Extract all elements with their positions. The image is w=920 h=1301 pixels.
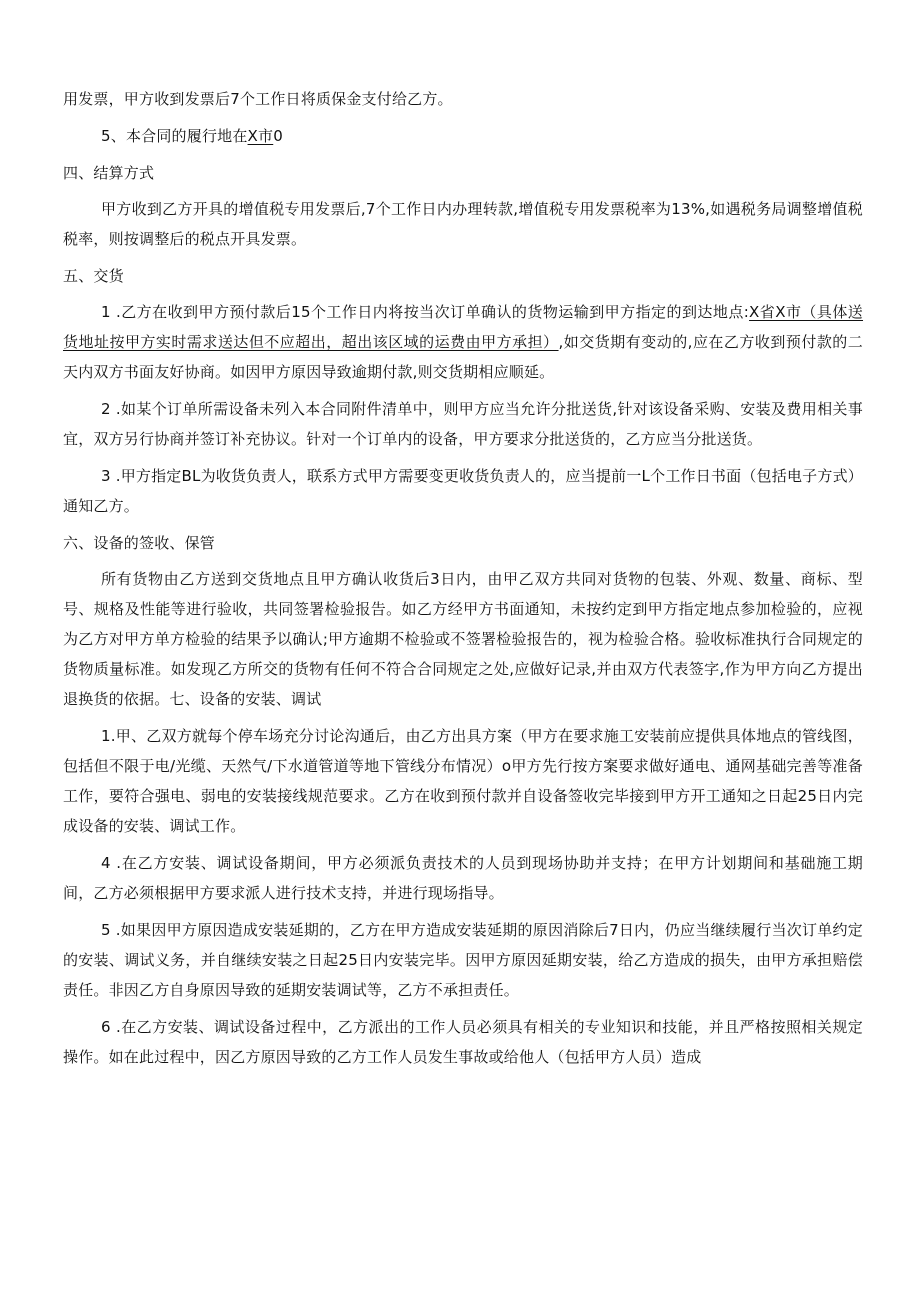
paragraph-acceptance: 所有货物由乙方送到交货地点且甲方确认收货后3日内，由甲乙双方共同对货物的包装、外观、数量、商标、型号、规格及性能等进行验收，共同签署检验报告。如乙方经甲方书面通知，未按约定到甲方指定地点参加检验的，应视为乙方对甲方单方检验的结果予以确认;甲方逾期不检验或不签署检验报告的，视为检验合格。验收标准执行合同规定的货物质量标准。如发现乙方所交的货物有任何不符合合同规定之处,应做好记录,并由双方代表签字,作为甲方向乙方提出退换货的依据。七、设备的安装、调试 (63, 570, 863, 708)
document-page (63, 84, 863, 1079)
text-segment: 5、本合同的履行地在 (101, 127, 248, 145)
text-segment: 0 (273, 127, 283, 145)
underlined-delivery-address: X省X市（具体送货地址按甲方实时需求送达但不应超出，超出该区域的运费由甲方承担） (63, 303, 864, 351)
paragraph-delivery-3: 3 .甲方指定BL为收货负责人，联系方式甲方需要变更收货负责人的，应当提前一L个工作日书面（包括电子方式）通知乙方。 (63, 467, 863, 515)
paragraph-settlement: 甲方收到乙方开具的增值税专用发票后,7个工作日内办理转款,增值税专用发票税率为13%,如遇税务局调整增值税税率，则按调整后的税点开具发票。 (63, 200, 863, 248)
text-segment: 1 .乙方在收到甲方预付款后15个工作日内将按当次订单确认的货物运输到甲方指定的到达地点: (101, 303, 750, 321)
underlined-city: X市 (247, 127, 274, 145)
paragraph-invoice-payment: 用发票，甲方收到发票后7个工作日将质保金支付给乙方。 (63, 90, 453, 108)
paragraph-installation-1: 1.甲、乙双方就每个停车场充分讨论沟通后，由乙方出具方案（甲方在要求施工安装前应提供具体地点的管线图，包括但不限于电/光缆、天然气/下水道管道等地下管线分布情况）o甲方先行按方案要求做好通电、通网基础完善等准备工作，要符合强电、弱电的安装接线规范要求。乙方在收到预付款并自设备签收完毕接到甲方开工通知之日起25日内完成设备的安装、调试工作。 (63, 727, 863, 835)
paragraph-delivery-2: 2 .如某个订单所需设备未列入本合同附件清单中，则甲方应当允许分批送货,针对该设备采购、安装及费用相关事宜，双方另行协商并签订补充协议。针对一个订单内的设备，甲方要求分批送货的，乙方应当分批送货。 (63, 400, 863, 448)
section-heading-settlement: 四、结算方式 (63, 164, 155, 182)
paragraph-installation-6: 6 .在乙方安装、调试设备过程中，乙方派出的工作人员必须具有相关的专业知识和技能，并且严格按照相关规定操作。如在此过程中，因乙方原因导致的乙方工作人员发生事故或给他人（包括甲方人员）造成 (63, 1018, 863, 1066)
paragraph-performance-place (63, 121, 863, 151)
paragraph-installation-5: 5 .如果因甲方原因造成安装延期的，乙方在甲方造成安装延期的原因消除后7日内，仍应当继续履行当次订单约定的安装、调试义务，并自继续安装之日起25日内安装完毕。因甲方原因延期安装，给乙方造成的损失，由甲方承担赔偿责任。非因乙方自身原因导致的延期安装调试等，乙方不承担责任。 (63, 921, 863, 999)
paragraph-installation-4: 4 .在乙方安装、调试设备期间，甲方必须派负责技术的人员到现场协助并支持；在甲方计划期间和基础施工期间，乙方必须根据甲方要求派人进行技术支持，并进行现场指导。 (63, 854, 863, 902)
paragraph-delivery-1 (63, 297, 863, 387)
text-segment: ,如交货期有变动的,应在乙方收到预付款的二天内双方书面友好协商。如因甲方原因导致逾期付款,则交货期相应顺延。 (63, 333, 863, 381)
section-heading-delivery: 五、交货 (63, 267, 124, 285)
section-heading-acceptance: 六、设备的签收、保管 (63, 534, 216, 552)
